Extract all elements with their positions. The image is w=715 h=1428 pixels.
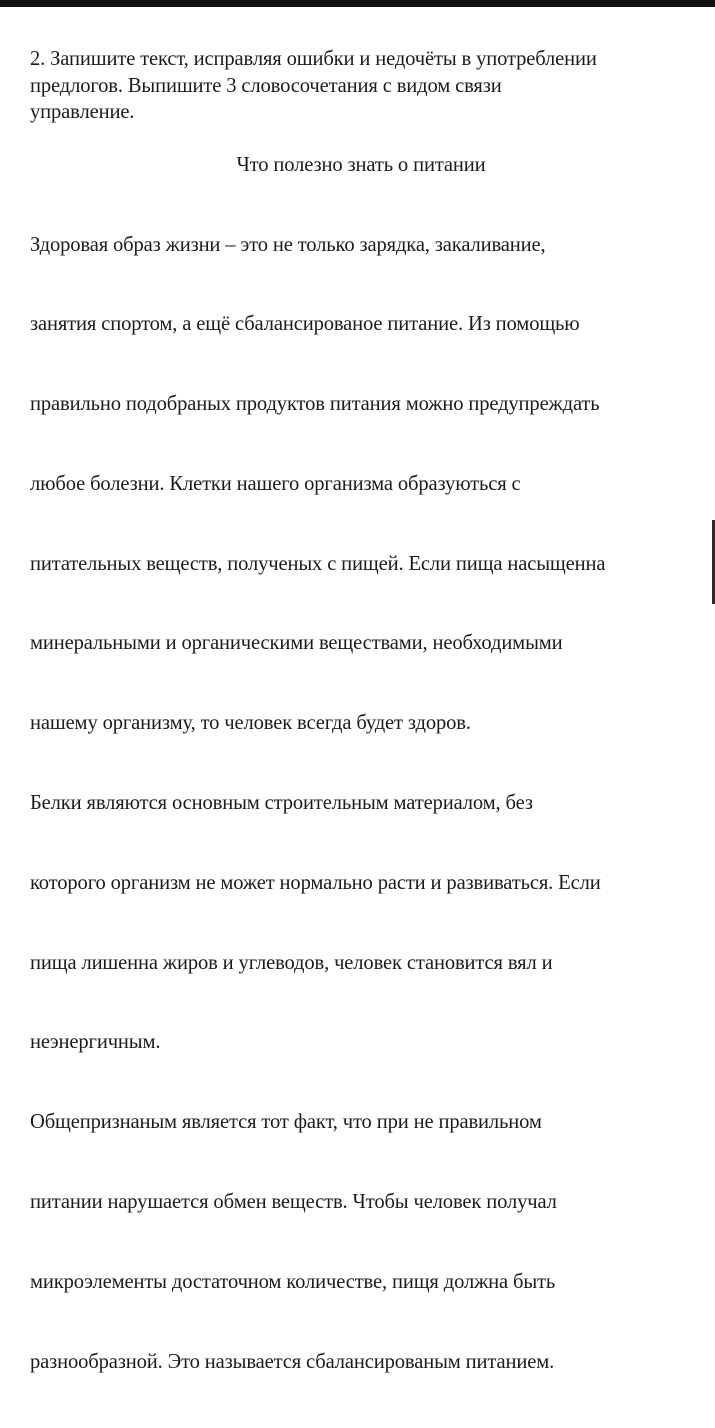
text-line: занятия спортом, а ещё сбалансированое питание. Из помощью: [30, 313, 580, 336]
text-line: пища лишенна жиров и углеводов, человек становится вял и: [30, 951, 553, 974]
task-line: предлогов. Выпишите 3 словосочетания с видом связи: [30, 74, 502, 97]
text-line: неэнергичным.: [30, 1031, 161, 1054]
text-line: которого организм не может нормально расти и развиваться. Если: [30, 871, 601, 894]
text-line: правильно подобраных продуктов питания можно предупреждать: [30, 393, 600, 416]
text-line: Здоровая образ жизни – это не только зарядка, закаливание,: [30, 233, 546, 256]
text-line: любое болезни. Клетки нашего организма образуються с: [30, 472, 521, 495]
text-line: Общепризнаным является тот факт, что при не правильном: [30, 1111, 542, 1134]
text-line: разнообразной. Это называется сбалансированым питанием.: [30, 1350, 555, 1373]
task-line: управление.: [30, 101, 135, 124]
text-line: микроэлементы достаточном количестве, пищя должна быть: [30, 1270, 556, 1293]
text-line: питании нарушается обмен веществ. Чтобы человек получал: [30, 1190, 557, 1213]
text-line: Белки являются основным строительным материалом, без: [30, 792, 533, 815]
text-line: нашему организму, то человек всегда будет здоров.: [30, 712, 471, 735]
text-body: [30, 178, 700, 1428]
document-page: [30, 46, 700, 1428]
text-title: Что полезно знать о питании: [236, 153, 486, 176]
text-line: минеральными и органическими веществами, необходимыми: [30, 632, 563, 655]
task-line: 2. Запишите текст, исправляя ошибки и недочёты в употреблении: [30, 48, 597, 70]
text-line: питательных веществ, полученых с пищей. Если пища насыщенна: [30, 552, 606, 575]
top-border-bar: [0, 0, 715, 7]
task-instruction: [30, 46, 700, 126]
